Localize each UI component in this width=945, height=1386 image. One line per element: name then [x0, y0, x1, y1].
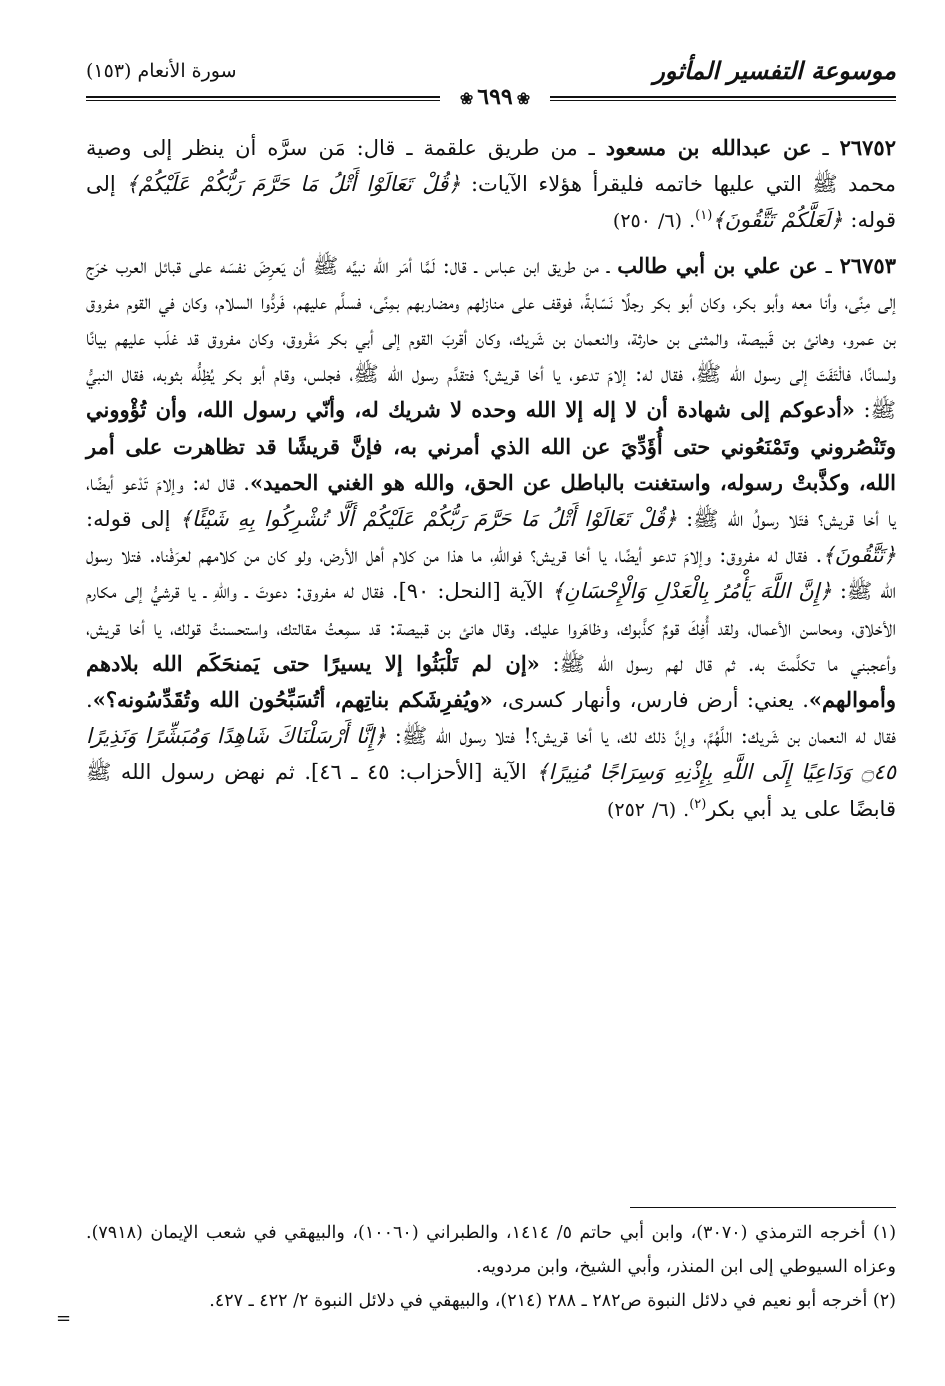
- prophet-quote: «أدعوكم إلى شهادة أن لا إله إلا الله وحده لا شريك له، وأنّي رسول الله، وأن تُؤْووني وتَنْصُروني وتَمْنَعُوني حتى أُؤَدِّيَ عن الله الذي أمرني به، فإنَّ قريشًا قد تظاهرت على أمر الله، وكذَّبتْ رسوله، واستغنت بالباطل عن الحق، والله هو الغني الحميد»: [86, 397, 896, 495]
- hadith-26752: ٢٦٧٥٢ ـ عن عبدالله بن مسعود ـ من طريق علقمة ـ قال: مَن سرَّه أن ينظر إلى وصية محمد ﷺ التي عليها خاتمه فليقرأ هؤلاء الآيات: ﴿قُلْ تَعَالَوْا أَتْلُ مَا حَرَّمَ رَبُّكُمْ عَلَيْكُمْ﴾ إلى قوله: ﴿لَعَلَّكُمْ تَتَّقُونَ﴾$^{(١)}$. (٦/ ٢٥٠): [86, 135, 896, 233]
- hadith-text: ـ من طريق علقمة ـ قال: مَن سرَّه أن ينظر إلى وصية محمد ﷺ التي عليها خاتمه فليقرأ هؤلاء الآيات:: [86, 136, 896, 197]
- ornament-icon: ❀: [516, 89, 531, 108]
- narrator: عن علي بن أبي طالب: [617, 252, 818, 278]
- quran-verse: ﴿لَعَلَّكُمْ تَتَّقُونَ﴾: [712, 208, 843, 233]
- volume-reference: . (٦/ ٢٥٠): [612, 210, 696, 233]
- quran-verse: ﴿قُلْ تَعَالَوْا أَتْلُ مَا حَرَّمَ رَبُّكُمْ عَلَيْكُمْ﴾: [126, 172, 461, 197]
- hadith-text: الآية [النحل: ٩٠]. فقال له مفروق: دعوتَ ـ واللهِ ـ يا قرشيُّ إلى مكارم الأخلاق، ومحاسن الأعمال، ولقد أُفِكَ قومٌ كذَّبوك، وظاهَروا عليك. وقال هانئ بن قبيصة: قد سمِعتُ مقالتك، واستحسنتُ قولك، يا أخا قريش، وأعجبني ما تكلَّمتَ به. ثم قال لهم رسول الله ﷺ:: [86, 579, 896, 676]
- quran-verse: ﴿إِنَّ اللَّهَ يَأْمُرُ بِالْعَدْلِ وَالْإِحْسَانِ﴾: [551, 579, 832, 604]
- prophet-quote: «إن لم تَلْبَثُوا إلا يسيرًا حتى يَمنحَكَم الله بلادهم وأموالهم»: [86, 650, 896, 713]
- quran-verse: ﴿قُلْ تَعَالَوْا أَتْلُ مَا حَرَّمَ رَبُّكُمْ عَلَيْكُمْ أَلَّا تُشْرِكُوا بِهِ شَيْئًا﴾: [179, 507, 677, 532]
- book-title: موسوعة التفسير المأثور: [653, 56, 896, 85]
- hadith-26753: ٢٦٧٥٣ ـ عن علي بن أبي طالب ـ من طريق ابن عباس ـ قال: لَمَّا أمَر الله نبيَّه ﷺ أن يَعرِضَ نفسَه على قبائل العرب خرَج إلى مِنًى، وأنا معه وأبو بكر، وكان أبو بكر رجلًا نَسّابةً، فوقف على منازلهم ومضاربهم بمِنًى، فسلَّم عليهم، فَردُّوا السلام، وكان في القوم مفروق بن عمرو، وهانئ بن قَبيصة، والمثنى بن حارثة، والنعمان بن شَريك، وكان أقربَ القوم إلى أبي بكر مَفْروق، وكان مفروق قد غلَب عليهم بيانًا ولسانًا، فالْتَفَتَ إلى رسول الله ﷺ، فقال له: إلامَ تدعو، يا أخا قريش؟ فتقدَّم رسول الله ﷺ، فجلس، وقام أبو بكر يُظِلُّه بثوبه، فقال النبيُّ ﷺ: «أدعوكم إلى شهادة أن لا إله إلا الله وحده لا شريك له، وأنّي رسول الله، وأن تُؤْووني وتَنْصُروني وتَمْنَعُوني حتى أُؤَدِّيَ عن الله الذي أمرني به، فإنَّ قريشًا قد تظاهرت على أمر الله، وكذَّبتْ رسوله، واستغنت بالباطل عن الحق، والله هو الغني الحميد». قال له: وإلامَ تَدْعو أيضًا، يا أخا قريش؟ فتَلا رسولُ الله ﷺ: ﴿قُلْ تَعَالَوْا أَتْلُ مَا حَرَّمَ رَبُّكُمْ عَلَيْكُمْ أَلَّا تُشْرِكُوا بِهِ شَيْئًا﴾ إلى قوله: ﴿تَتَّقُونَ﴾. فقال له مفروق: وإلامَ تدعو أيضًا، يا أخا قريش؟ فواللهِ، ما هذا من كلام أهل الأرض، ولو كان من كلامهم لعرَفْناه. فتلا رسول الله ﷺ: ﴿إِنَّ اللَّهَ يَأْمُرُ بِالْعَدْلِ وَالْإِحْسَانِ﴾ الآية [النحل: ٩٠]. فقال له مفروق: دعوتَ ـ واللهِ ـ يا قرشيُّ إلى مكارم الأخلاق، ومحاسن الأعمال، ولقد أُفِكَ قومٌ كذَّبوك، وظاهَروا عليك. وقال هانئ بن قبيصة: قد سمِعتُ مقالتك، واستحسنتُ قولك، يا أخا قريش، وأعجبني ما تكلَّمتَ به. ثم قال لهم رسول الله ﷺ: «إن لم تَلْبَثُوا إلا يسيرًا حتى يَمنحَكَم الله بلادهم وأموالهم». يعني: أرض فارس، وأنهار كسرى، «ويُفرِشَكم بناتِهم، أتُسَبِّحُون الله وتُقَدِّسُونه؟». فقال له النعمان بن شَريك: اللَّهُمَّ، وإنَّ ذلك لك، يا أخا قريش؟! فتلا رسول الله ﷺ: ﴿إِنَّا أَرْسَلْنَاكَ شَاهِدًا وَمُبَشِّرًا وَنَذِيرًا ۝٤٥ وَدَاعِيًا إِلَى اللَّهِ بِإِذْنِهِ وَسِرَاجًا مُنِيرًا﴾ الآية [الأحزاب: ٤٥ ـ ٤٦]. ثم نهض رسول الله ﷺ قابضًا على يد أبي بكر$^{(٢)}$. (٦/ ٢٥٢): [86, 252, 897, 821]
- hadith-text: . يعني: أرض فارس، وأنهار كسرى،: [492, 688, 809, 713]
- prophet-quote: «ويُفرِشَكم بناتِهم، أتُسَبِّحُون الله وتُقَدِّسُونه؟»: [92, 687, 493, 713]
- hadith-text: . قال له: وإلامَ تَدْعو أيضًا، يا أخا قريش؟ فتَلا رسولُ الله ﷺ:: [86, 470, 896, 532]
- main-text: [86, 130, 896, 836]
- quran-verse: ﴿تَتَّقُونَ﴾: [822, 543, 896, 568]
- footnote-2: (٢) أخرجه أبو نعيم في دلائل النبوة ص٢٨٢ ـ ٢٨٨ (٢١٤)، والبيهقي في دلائل النبوة ٢/ ٤٢٢ ـ ٤٢٧.: [209, 1291, 896, 1311]
- surah-title: سورة الأنعام (١٥٣): [86, 60, 237, 82]
- hadith-number: ٢٦٧٥٢: [839, 135, 896, 160]
- hadith-text: إلى قوله:: [86, 172, 896, 233]
- volume-reference: . (٦/ ٢٥٢): [606, 798, 690, 821]
- hadith-text: الآية [الأحزاب: ٤٥ ـ ٤٦]. ثم نهض رسول الله ﷺ قابضًا على يد أبي بكر: [86, 760, 896, 821]
- hadith-text: . فقال له النعمان بن شَريك: اللَّهُمَّ، وإنَّ ذلك لك، يا أخا قريش؟! فتلا رسول الله ﷺ:: [86, 688, 897, 749]
- footnotes: [86, 1216, 896, 1318]
- page-number: ٦٩٩: [477, 84, 513, 110]
- footnote-1: (١) أخرجه الترمذي (٣٠٧٠)، وابن أبي حاتم ٥/ ١٤١٤، والطبراني (١٠٠٦٠)، والبيهقي في شعب الإيمان (٧٩١٨). وعزاه السيوطي إلى ابن المنذر، وأبي الشيخ، وابن مردويه.: [86, 1223, 897, 1277]
- hadith-number: ٢٦٧٥٣: [839, 252, 896, 278]
- footnote-separator: [630, 1207, 896, 1208]
- quran-verse: ﴿إِنَّا أَرْسَلْنَاكَ شَاهِدًا وَمُبَشِّرًا وَنَذِيرًا ۝٤٥ وَدَاعِيًا إِلَى اللَّهِ بِإِذْنِهِ وَسِرَاجًا مُنِيرًا﴾: [86, 724, 896, 785]
- hadith-text: . فقال له مفروق: وإلامَ تدعو أيضًا، يا أخا قريش؟ فواللهِ، ما هذا من كلام أهل الأرض، ولو كان من كلامهم لعرَفْناه. فتلا رسول الله ﷺ:: [86, 543, 896, 604]
- hadith-text: إلى قوله:: [86, 507, 180, 532]
- hadith-text: ـ من طريق ابن عباس ـ قال: لَمَّا أمَر الله نبيَّه ﷺ أن يَعرِضَ نفسَه على قبائل العرب خرَج إلى مِنًى، وأنا معه وأبو بكر، وكان أبو بكر رجلًا نَسّابةً، فوقف على منازلهم ومضاربهم بمِنًى، فسلَّم عليهم، فَردُّوا السلام، وكان في القوم مفروق بن عمرو، وهانئ بن قَبيصة، والمثنى بن حارثة، والنعمان بن شَريك، وكان أقربَ القوم إلى أبي بكر مَفْروق، وكان مفروق قد غلَب عليهم بيانًا ولسانًا، فالْتَفَتَ إلى رسول الله ﷺ، فقال له: إلامَ تدعو، يا أخا قريش؟ فتقدَّم رسول الله ﷺ، فجلس، وقام أبو بكر يُظِلُّه بثوبه، فقال النبيُّ ﷺ:: [86, 253, 897, 423]
- continuation-mark: =: [56, 1308, 72, 1329]
- narrator: عن عبدالله بن مسعود: [605, 135, 812, 160]
- page-number-box: [440, 84, 550, 112]
- footnote-marker[interactable]: (٢): [689, 796, 707, 812]
- ornament-icon: ❀: [459, 89, 474, 108]
- footnote-marker[interactable]: (١): [695, 208, 713, 224]
